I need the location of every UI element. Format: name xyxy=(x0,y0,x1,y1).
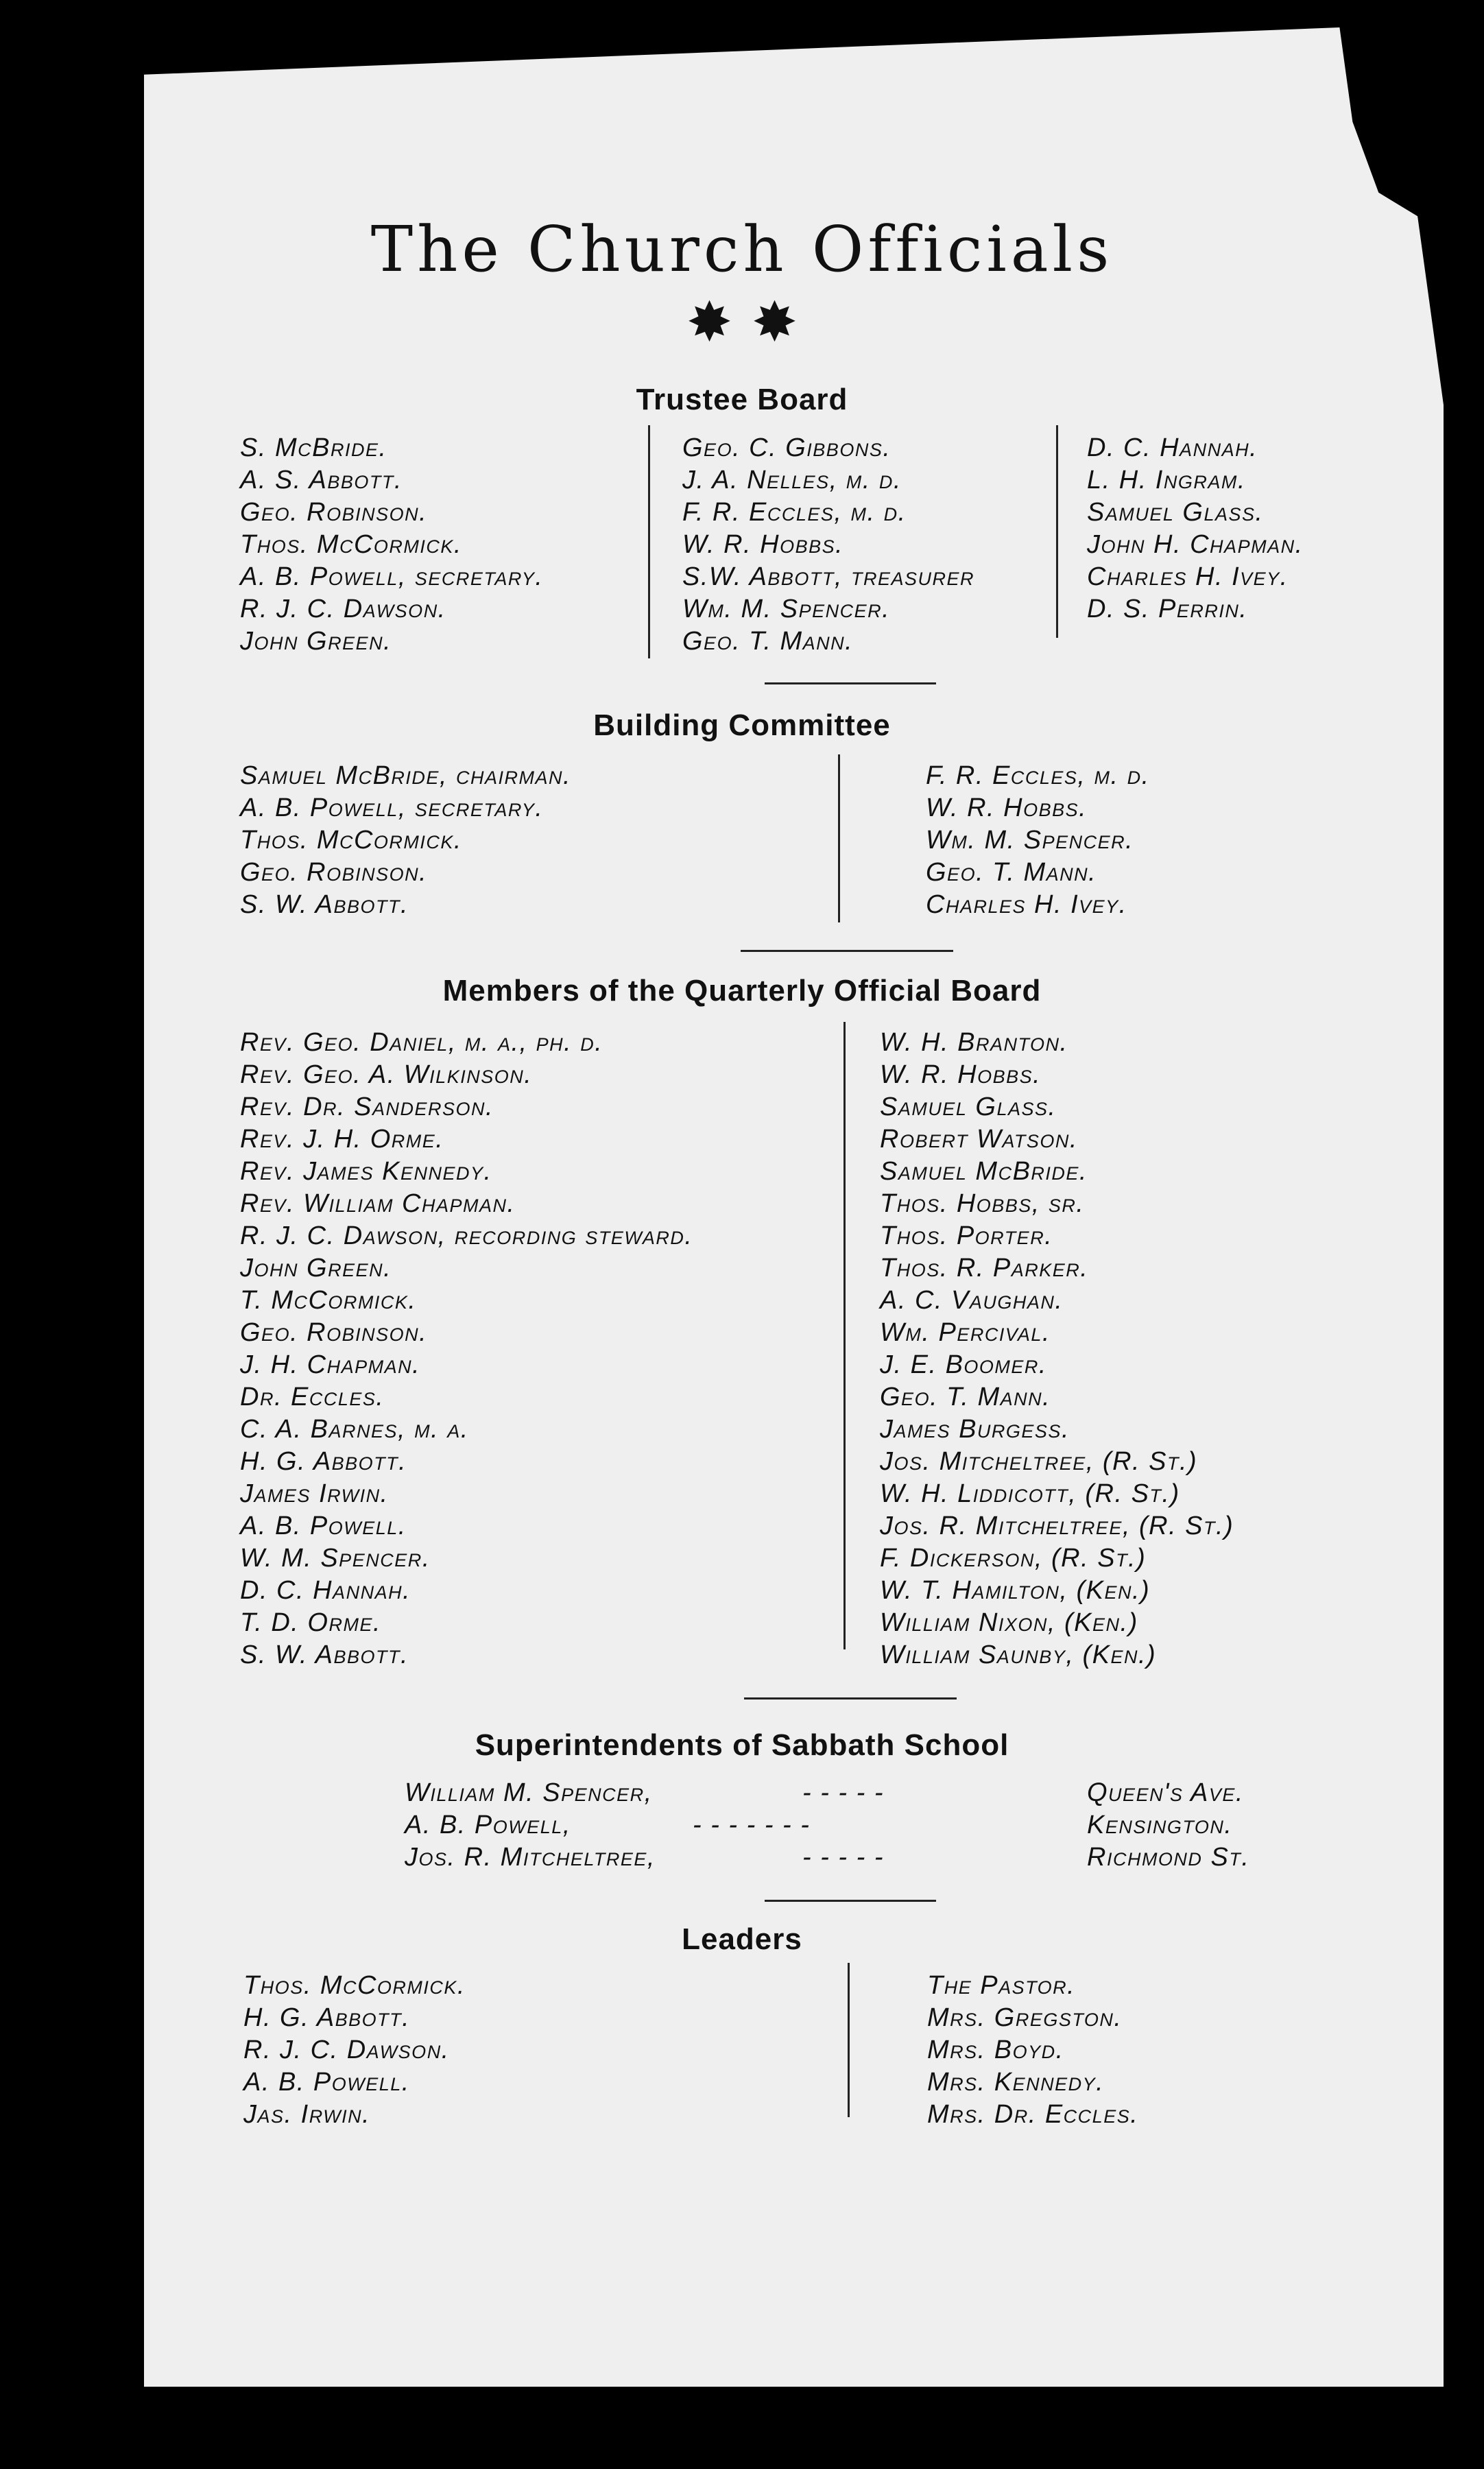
official-name: A. B. Powell. xyxy=(240,1512,407,1540)
official-name: Thos. Hobbs, sr. xyxy=(880,1189,1085,1218)
superintendents-heading: Superintendents of Sabbath School xyxy=(475,1728,1009,1762)
official-name: Mrs. Dr. Eccles. xyxy=(927,2100,1139,2129)
official-name: J. A. Nelles, m. d. xyxy=(682,466,902,494)
official-name: Wm. M. Spencer. xyxy=(926,826,1134,855)
quarterly-board-col-2 xyxy=(880,1027,1234,1671)
column-divider xyxy=(843,1022,846,1649)
official-name: Geo. Robinson. xyxy=(240,1318,428,1347)
quarterly-board-col-1 xyxy=(240,1027,693,1671)
official-name: J. E. Boomer. xyxy=(880,1350,1047,1379)
official-name: Robert Watson. xyxy=(880,1125,1078,1154)
official-name: W. T. Hamilton, (Ken.) xyxy=(880,1576,1151,1605)
section-divider xyxy=(765,1900,936,1902)
official-name: A. B. Powell, secretary. xyxy=(240,562,544,591)
official-name: S. W. Abbott. xyxy=(240,1641,409,1669)
official-name: Samuel Glass. xyxy=(1087,498,1264,527)
official-name: Rev. Dr. Sanderson. xyxy=(240,1093,494,1121)
official-name: T. D. Orme. xyxy=(240,1608,382,1637)
column-divider xyxy=(848,1963,850,2117)
official-name: A. B. Powell. xyxy=(243,2068,410,2097)
official-name: R. J. C. Dawson. xyxy=(240,595,446,623)
leader-dashes: - - - - - - - xyxy=(693,1811,811,1839)
official-name: Thos. McCormick. xyxy=(240,530,462,559)
official-name: Rev. Geo. A. Wilkinson. xyxy=(240,1060,533,1089)
official-name: Dr. Eccles. xyxy=(240,1383,385,1411)
official-name: James Burgess. xyxy=(880,1415,1070,1444)
official-name: The Pastor. xyxy=(927,1971,1076,2000)
star-icon: ✸ xyxy=(686,291,732,353)
official-name: T. McCormick. xyxy=(240,1286,417,1315)
official-name: L. H. Ingram. xyxy=(1087,466,1246,494)
official-name: Charles H. Ivey. xyxy=(1087,562,1289,591)
official-name: J. H. Chapman. xyxy=(240,1350,421,1379)
quarterly-board-heading: Members of the Quarterly Official Board xyxy=(442,974,1042,1007)
official-name: Wm. M. Spencer. xyxy=(682,595,891,623)
page-title: The Church Officials xyxy=(370,213,1114,286)
leaders-col-2 xyxy=(927,1970,1138,2131)
official-name: Rev. James Kennedy. xyxy=(240,1157,492,1186)
official-name: D. C. Hannah. xyxy=(240,1576,411,1605)
official-name: Rev. J. H. Orme. xyxy=(240,1125,444,1154)
official-name: John Green. xyxy=(240,1254,392,1283)
superintendent-name: Jos. R. Mitcheltree, xyxy=(405,1843,656,1872)
official-name: W. R. Hobbs. xyxy=(880,1060,1042,1089)
official-name: F. R. Eccles, m. d. xyxy=(682,498,907,527)
official-name: A. B. Powell, secretary. xyxy=(240,794,544,822)
official-name: Samuel McBride. xyxy=(880,1157,1088,1186)
official-name: William Saunby, (Ken.) xyxy=(880,1641,1157,1669)
official-name: R. J. C. Dawson, recording steward. xyxy=(240,1221,693,1250)
leader-dashes: - - - - - xyxy=(802,1778,885,1807)
official-name: D. S. Perrin. xyxy=(1087,595,1248,623)
official-name: Geo. C. Gibbons. xyxy=(682,433,891,462)
official-name: Thos. McCormick. xyxy=(240,826,462,855)
star-icon: ✸ xyxy=(752,291,798,353)
building-committee-col-1 xyxy=(240,760,571,921)
star-ornaments xyxy=(0,291,1484,353)
official-name: W. H. Branton. xyxy=(880,1028,1068,1057)
official-name: Jos. Mitcheltree, (R. St.) xyxy=(880,1447,1198,1476)
official-name: F. Dickerson, (R. St.) xyxy=(880,1544,1147,1573)
official-name: D. C. Hannah. xyxy=(1087,433,1258,462)
trustee-board-col-3 xyxy=(1087,432,1304,625)
official-name: S. W. Abbott. xyxy=(240,890,409,919)
official-name: Geo. T. Mann. xyxy=(880,1383,1051,1411)
official-name: Samuel McBride, chairman. xyxy=(240,761,572,790)
section-divider xyxy=(744,1697,957,1699)
official-name: W. M. Spencer. xyxy=(240,1544,431,1573)
official-name: Charles H. Ivey. xyxy=(926,890,1127,919)
official-name: John Green. xyxy=(240,627,392,656)
trustee-board-col-1 xyxy=(240,432,544,658)
official-name: James Irwin. xyxy=(240,1479,389,1508)
official-name: Jos. R. Mitcheltree, (R. St.) xyxy=(880,1512,1234,1540)
building-committee-col-2 xyxy=(926,760,1150,921)
official-name: W. R. Hobbs. xyxy=(926,794,1088,822)
official-name: Rev. Geo. Daniel, m. a., ph. d. xyxy=(240,1028,603,1057)
trustee-board-heading: Trustee Board xyxy=(636,383,848,416)
column-divider xyxy=(1056,425,1058,638)
official-name: H. G. Abbott. xyxy=(243,2003,411,2032)
official-name: W. R. Hobbs. xyxy=(682,530,844,559)
section-divider xyxy=(765,682,936,684)
official-name: Mrs. Boyd. xyxy=(927,2036,1064,2064)
superintendent-place: Kensington. xyxy=(1087,1811,1233,1839)
leaders-heading: Leaders xyxy=(682,1922,802,1956)
official-name: Mrs. Kennedy. xyxy=(927,2068,1105,2097)
superintendent-place: Queen's Ave. xyxy=(1087,1778,1244,1807)
superintendent-name: William M. Spencer, xyxy=(405,1778,653,1807)
official-name: Samuel Glass. xyxy=(880,1093,1057,1121)
official-name: William Nixon, (Ken.) xyxy=(880,1608,1138,1637)
official-name: Mrs. Gregston. xyxy=(927,2003,1123,2032)
official-name: Jas. Irwin. xyxy=(243,2100,371,2129)
leaders-col-1 xyxy=(243,1970,466,2131)
official-name: Wm. Percival. xyxy=(880,1318,1051,1347)
column-divider xyxy=(648,425,650,658)
official-name: John H. Chapman. xyxy=(1087,530,1304,559)
column-divider xyxy=(838,754,840,922)
official-name: Geo. T. Mann. xyxy=(926,858,1097,887)
official-name: W. H. Liddicott, (R. St.) xyxy=(880,1479,1180,1508)
leader-dashes: - - - - - xyxy=(802,1843,885,1872)
official-name: Thos. R. Parker. xyxy=(880,1254,1089,1283)
official-name: Thos. McCormick. xyxy=(243,1971,466,2000)
official-name: A. S. Abbott. xyxy=(240,466,403,494)
official-name: A. C. Vaughan. xyxy=(880,1286,1064,1315)
official-name: F. R. Eccles, m. d. xyxy=(926,761,1150,790)
official-name: Geo. Robinson. xyxy=(240,498,428,527)
official-name: Rev. William Chapman. xyxy=(240,1189,516,1218)
official-name: Geo. Robinson. xyxy=(240,858,428,887)
official-name: Thos. Porter. xyxy=(880,1221,1053,1250)
official-name: S. McBride. xyxy=(240,433,387,462)
superintendent-place: Richmond St. xyxy=(1087,1843,1250,1872)
official-name: H. G. Abbott. xyxy=(240,1447,407,1476)
official-name: C. A. Barnes, m. a. xyxy=(240,1415,469,1444)
official-name: S.W. Abbott, treasurer xyxy=(682,562,975,591)
building-committee-heading: Building Committee xyxy=(593,708,891,742)
trustee-board-col-2 xyxy=(682,432,974,658)
superintendent-name: A. B. Powell, xyxy=(405,1811,571,1839)
section-divider xyxy=(741,950,953,952)
official-name: Geo. T. Mann. xyxy=(682,627,854,656)
official-name: R. J. C. Dawson. xyxy=(243,2036,450,2064)
